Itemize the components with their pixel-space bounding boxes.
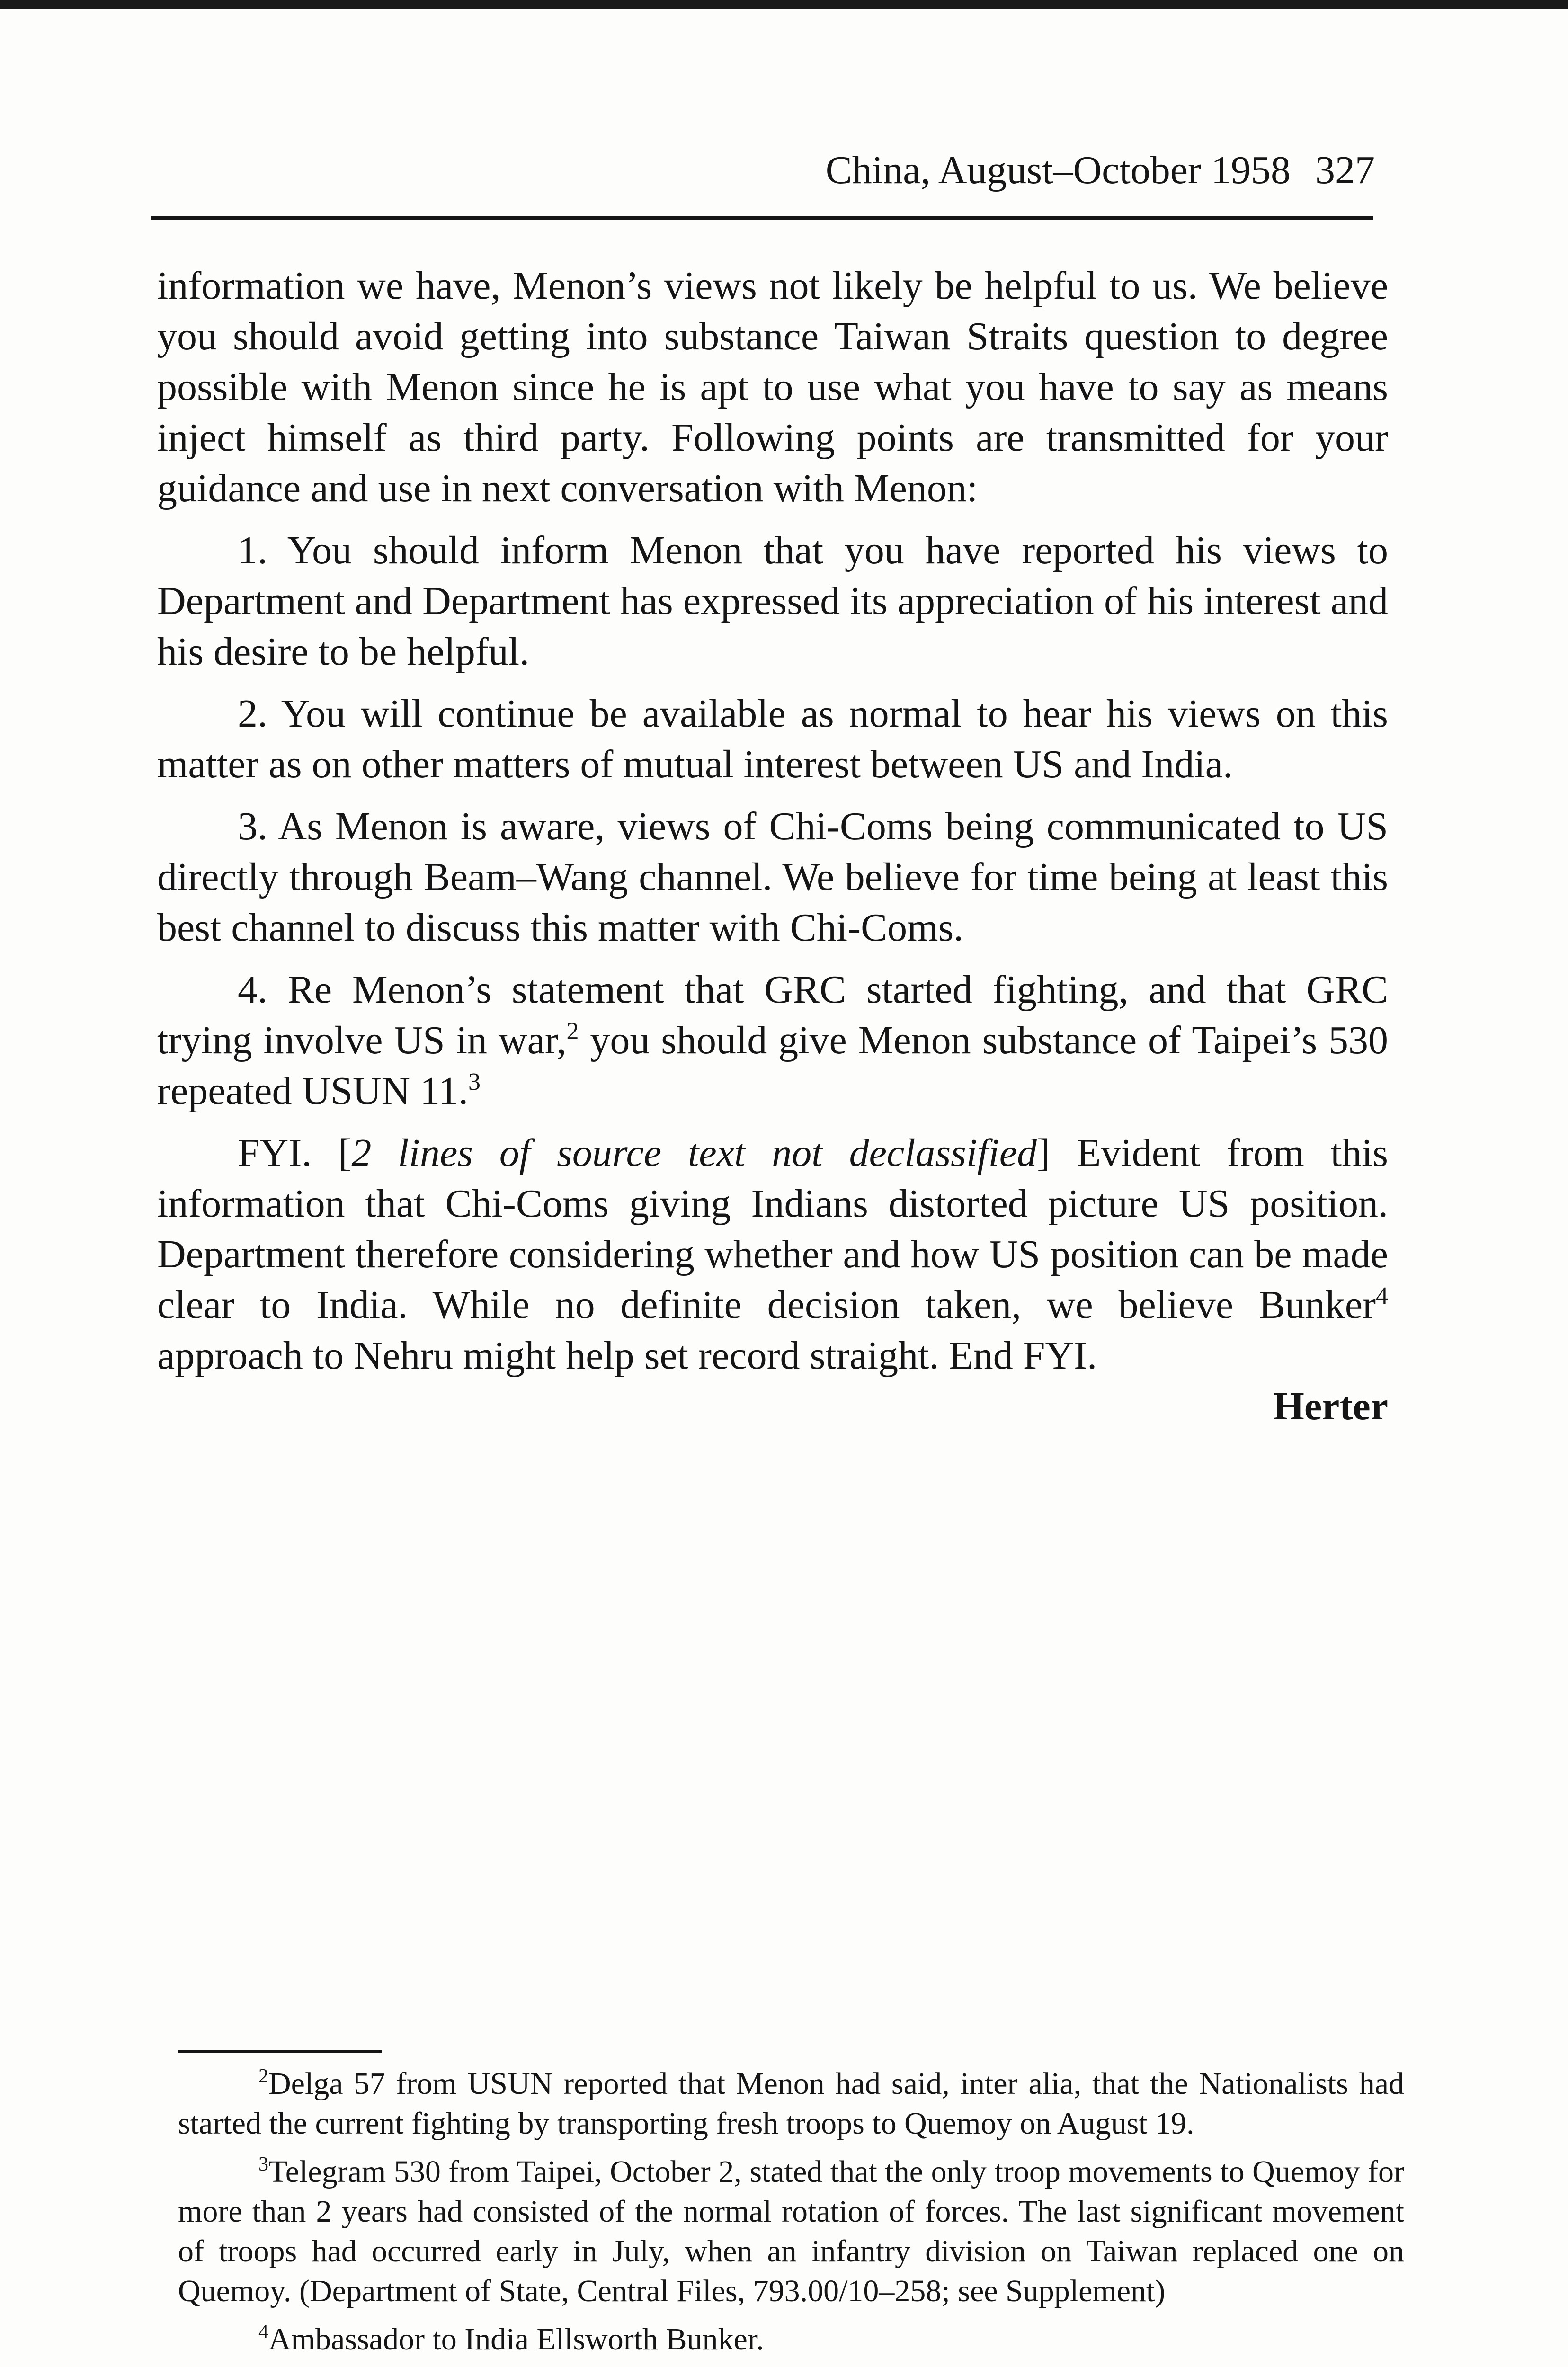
fyi-text-b: ] Evident from this information that Chi-Coms giving Indians distorted picture US position. Department therefore considering whether and how US position can be made clear to India. While no definite decision taken, we believe Bunker (157, 1131, 1389, 1327)
signature: Herter (1273, 1384, 1388, 1428)
point-3: 3. As Menon is aware, views of Chi-Coms being communicated to US directly through Beam–Wang channel. We believe for time being at least this best channel to discuss this matter with Chi-Coms. (157, 804, 1388, 950)
paragraph-continued: information we have, Menon’s views not likely be helpful to us. We believe you should avoid getting into substance Taiwan Straits question to degree possible with Menon since he is apt to use what you have to say as means inject himself as third party. Following points are transmitted for your guidance and use in next conversation with Menon: (157, 264, 1388, 510)
running-title: China, August–October 1958 (825, 148, 1291, 192)
scan-edge (0, 0, 1568, 9)
main-text (157, 260, 1388, 1432)
point-2: 2. You will continue be available as normal to hear his views on this matter as on other matters of mutual interest between US and India. (157, 692, 1388, 786)
fyi-paragraph (157, 1128, 1388, 1381)
footnote-2 (178, 2064, 1404, 2144)
point-4 (157, 964, 1388, 1116)
point-4-text-a: 4. Re Menon’s statement that GRC started fighting, and that GRC trying involve US in war, (157, 968, 1388, 1062)
footnote-ref-3: 3 (468, 1068, 481, 1095)
fyi-text-c: approach to Nehru might help set record straight. End FYI. (157, 1334, 1097, 1378)
header-rule (151, 216, 1373, 220)
running-head (825, 148, 1375, 192)
footnote-ref-2: 2 (566, 1018, 579, 1045)
footnote-marker: 2 (258, 2065, 268, 2087)
footnote-text: Telegram 530 from Taipei, October 2, stated that the only troop movements to Quemoy for more than 2 years had consisted of the normal rotation of forces. The last significant movement of troops had occurred early in July, when an infantry division on Taiwan replaced one on Quemoy. (Department of State, Central Files, 793.00/10–258; see Supplement) (178, 2154, 1404, 2308)
footnote-3 (178, 2152, 1404, 2311)
footnote-ref-4: 4 (1376, 1282, 1388, 1309)
footnote-4 (178, 2320, 1404, 2359)
footnote-rule (178, 2050, 382, 2053)
page-number: 327 (1315, 148, 1375, 192)
footnote-marker: 3 (258, 2153, 268, 2175)
fyi-italic-note: 2 lines of source text not declassified (351, 1131, 1037, 1175)
point-4-text-b: you should give Menon substance of Taipei’s 530 repeated USUN 11. (157, 1018, 1388, 1113)
footnotes (178, 2064, 1404, 2359)
point-1: 1. You should inform Menon that you have reported his views to Department and Department has expressed its appreciation of his interest and his desire to be helpful. (157, 528, 1388, 674)
footnote-marker: 4 (258, 2321, 268, 2343)
footnote-text: Ambassador to India Ellsworth Bunker. (268, 2322, 764, 2357)
footnote-text: Delga 57 from USUN reported that Menon had said, inter alia, that the Nationalists had started the current fighting by transporting fresh troops to Quemoy on August 19. (178, 2066, 1404, 2141)
fyi-text-a: FYI. [ (238, 1131, 352, 1175)
